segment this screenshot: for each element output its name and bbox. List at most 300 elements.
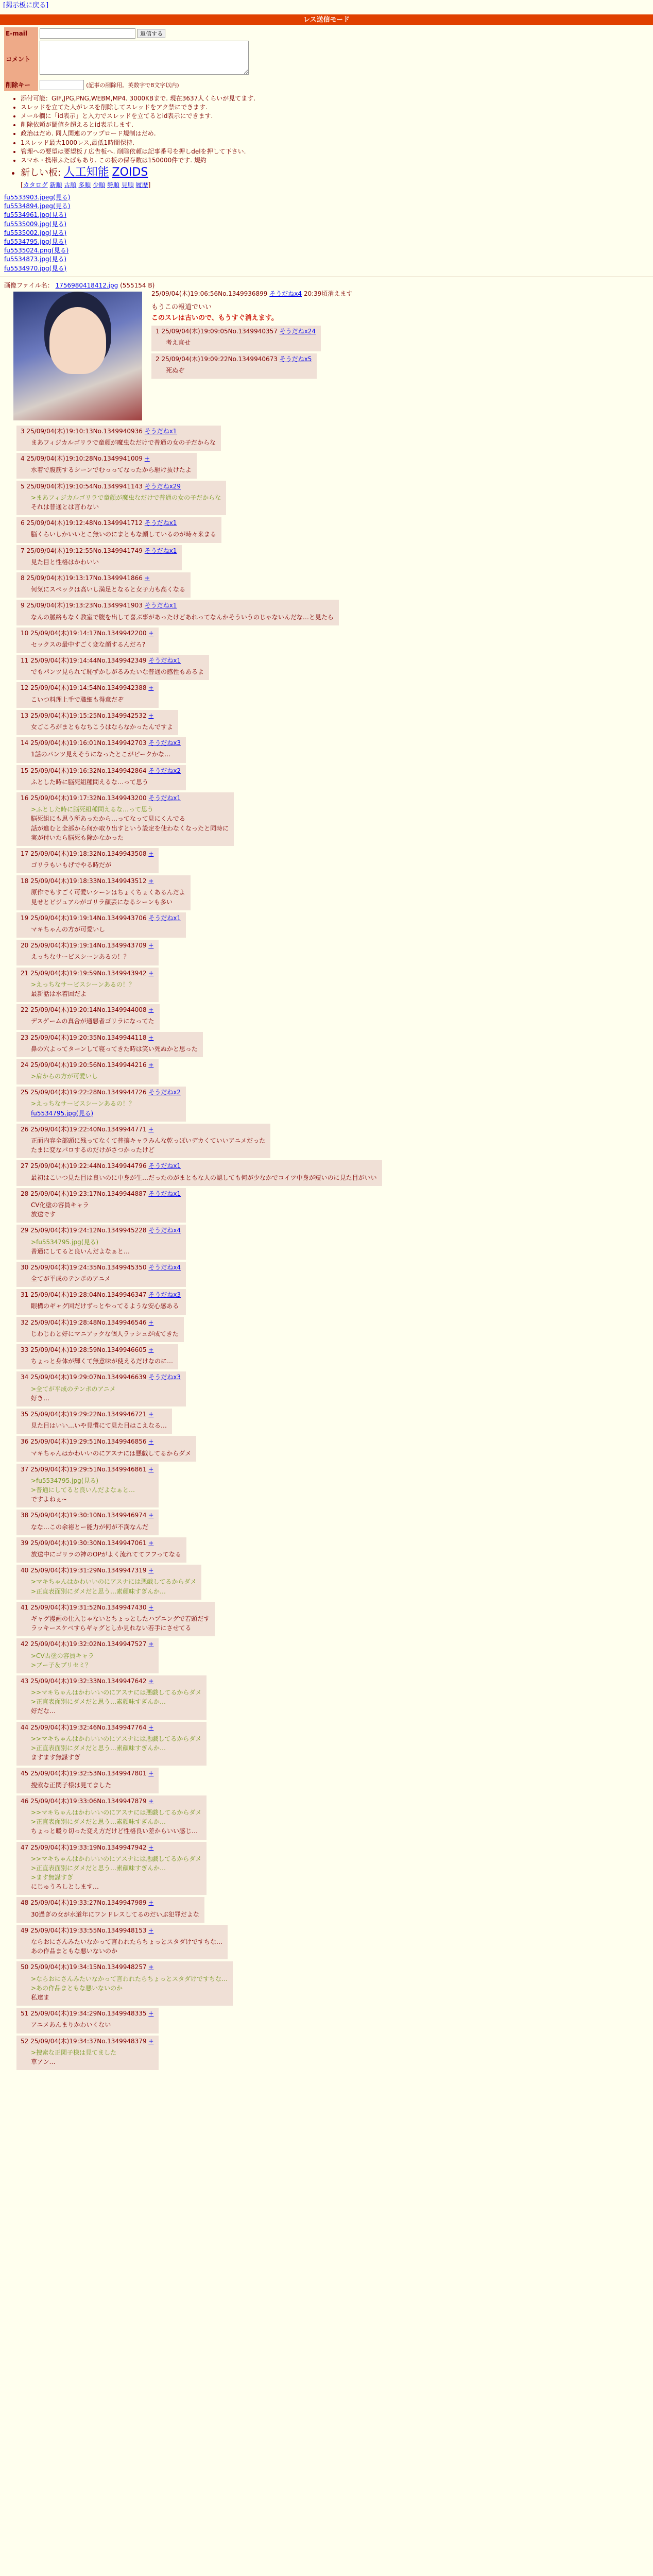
- rule-item: • 政治はだめ. 同人関連のアップロード規制はだめ.: [21, 129, 653, 138]
- op-sodane-link[interactable]: そうだねx4: [269, 290, 302, 297]
- reply-meta: [21, 1346, 173, 1354]
- reply-meta-text: 40 25/09/04(木)19:31:29No.1349947319: [21, 1567, 149, 1574]
- reply-line: えっちなサービスシーンあるの！？: [31, 953, 130, 961]
- back-to-board-link[interactable]: [0, 0, 653, 11]
- reply-meta: [21, 1061, 153, 1069]
- reply-body: [31, 778, 181, 786]
- reply-line: 正面内容全部頭に残ってなくて普攘キャラみんな乾っぽいデカくていいアニメだった: [31, 1137, 266, 1145]
- op-thumbnail[interactable]: [13, 292, 142, 420]
- recent-file-item: [4, 246, 653, 255]
- reply-line: 草アン…: [31, 2058, 56, 2065]
- reply-meta: [21, 1465, 153, 1473]
- ai-board-link[interactable]: 人工知能: [63, 166, 109, 179]
- reply-meta-text: 47 25/09/04(木)19:33:19No.1349947942: [21, 1843, 149, 1851]
- reply-body: [31, 1523, 153, 1531]
- sodane-link[interactable]: +: [148, 684, 154, 692]
- fileinfo-prefix: 画像ファイル名：: [4, 281, 54, 289]
- reply-line: 何気にスペックは高いし満足となると女子力も高くなる: [31, 586, 186, 594]
- catalog-link[interactable]: 新順: [49, 181, 62, 189]
- reply-meta: [21, 711, 173, 720]
- reply-post: [16, 1537, 186, 1563]
- sodane-link[interactable]: そうだねx5: [279, 355, 312, 363]
- reply-body: [31, 1045, 198, 1053]
- sodane-link[interactable]: +: [148, 1539, 154, 1547]
- reply-meta-text: 36 25/09/04(木)19:29:51No.1349946856: [21, 1438, 149, 1446]
- reply-line: でもパンツ見られて恥ずかしがるみたいな普通の感性もあるよ: [31, 668, 204, 676]
- reply-body: [31, 1201, 181, 1218]
- reply-body: [31, 494, 221, 511]
- reply-post: [16, 1262, 186, 1287]
- recent-file-item: [4, 193, 653, 201]
- reply-post: [151, 353, 317, 379]
- reply-meta: [21, 914, 181, 922]
- reply-meta: [21, 767, 181, 775]
- quote-line: >>マキちゃんはかわいいのにアスナには悪戯してるからダメ: [31, 1808, 202, 1816]
- reply-meta-text: 24 25/09/04(木)19:20:56No.1349944216: [21, 1061, 149, 1069]
- reply-body: [31, 1808, 201, 1836]
- reply-line: 全てが平成のテンポのアニメ: [31, 1275, 111, 1283]
- op-expire: 20:39頃消えます: [303, 290, 353, 297]
- new-board-prefix: 新しい板:: [21, 167, 64, 179]
- reply-meta: [21, 1640, 153, 1648]
- sodane-link[interactable]: +: [148, 1567, 154, 1574]
- reply-post: [16, 1602, 215, 1637]
- reply-post: [16, 792, 234, 846]
- catalog-link[interactable]: 少順: [93, 181, 106, 189]
- sodane-link[interactable]: +: [148, 1899, 154, 1907]
- sodane-link[interactable]: +: [148, 2037, 154, 2045]
- reply-post: [16, 1124, 270, 1159]
- sodane-link[interactable]: +: [148, 1603, 154, 1611]
- rule-item: • 削除依頼が閾値を超えるとid表示します.: [21, 121, 653, 129]
- reply-body: [31, 925, 181, 934]
- reply-meta-text: 28 25/09/04(木)19:23:17No.1349944887: [21, 1190, 149, 1197]
- quote-line: >正直表面別にダメだと思う…素顔味すぎんか…: [31, 1744, 166, 1752]
- reply-meta-text: 17 25/09/04(木)19:18:32No.1349943508: [21, 850, 149, 857]
- reply-meta: [21, 1926, 222, 1935]
- reply-meta: [21, 1539, 181, 1547]
- reply-post: [16, 737, 186, 762]
- reply-line: 眼構のギャグ回だけずっとやってるような安心感ある: [31, 1302, 179, 1310]
- sodane-link[interactable]: そうだねx3: [148, 1291, 181, 1299]
- reply-body: [31, 530, 216, 538]
- rule-item: • 管理への要望は要望板 / 広告板へ. 削除依頼は記事番号を押しdelを押して下さい.: [21, 147, 653, 156]
- reply-post: [16, 1638, 159, 1673]
- reply-meta-text: 35 25/09/04(木)19:29:22No.1349946721: [21, 1410, 149, 1418]
- quote-line: >まあフィジカルゴリラで童顔が魔虫なだけで普通の女の子だからな: [31, 494, 221, 501]
- email-field[interactable]: [40, 28, 135, 39]
- sodane-link[interactable]: そうだねx4: [148, 1263, 181, 1271]
- reply-post: [151, 326, 321, 351]
- sodane-link[interactable]: そうだねx1: [148, 914, 181, 922]
- reply-body: [166, 366, 312, 375]
- reply-body: [31, 1137, 265, 1154]
- recent-file-link[interactable]: fu5535024.png(見る): [4, 247, 69, 255]
- reply-body: [31, 668, 204, 676]
- reply-meta-text: 44 25/09/04(木)19:32:46No.1349947764: [21, 1723, 149, 1731]
- reply-body: [31, 613, 334, 621]
- reply-body: [31, 861, 153, 869]
- rules-list: [21, 94, 653, 180]
- sodane-link[interactable]: +: [148, 1797, 154, 1805]
- sodane-link[interactable]: そうだねx29: [144, 482, 181, 490]
- sodane-link[interactable]: +: [148, 1926, 154, 1934]
- reply-line: 原作でもすごく可愛いシーンはちょくちょくあるんだよ: [31, 889, 185, 896]
- recent-file-item: [4, 238, 653, 246]
- sodane-link[interactable]: +: [148, 1963, 154, 1971]
- reply-line: [31, 1109, 181, 1117]
- reply-meta: [21, 1125, 265, 1133]
- sodane-link[interactable]: そうだねx1: [148, 1162, 181, 1170]
- recent-file-link[interactable]: fu5534961.jpg(見る): [4, 211, 67, 219]
- reply-meta: [21, 2009, 153, 2018]
- sodane-link[interactable]: そうだねx1: [144, 602, 177, 609]
- recent-file-item: [4, 255, 653, 263]
- reply-line: ちょっと暖り切った変え方だけど性格良い差からいい感じ…: [31, 1827, 198, 1835]
- reply-post: [16, 1188, 186, 1223]
- reply-line: デスゲームの真合が通悪者ゴリラになってた: [31, 1018, 154, 1025]
- reply-line: 鼻の穴よってターンして寝ってきた時は笑い死ぬかと思った: [31, 1045, 198, 1053]
- sodane-link[interactable]: +: [148, 942, 154, 950]
- thread: [0, 281, 653, 2070]
- reply-meta: [21, 1318, 179, 1327]
- sodane-link[interactable]: そうだねx3: [148, 1374, 181, 1381]
- reply-meta: [21, 1566, 196, 1574]
- reply-meta-text: 23 25/09/04(木)19:20:35No.1349944118: [21, 1033, 149, 1041]
- reply-line: 1話のパンツ見えそうになったとこがピークかな…: [31, 751, 171, 758]
- reply-line: 実が付いたら脳死も除かなかった: [31, 834, 124, 841]
- reply-line: 好だな…: [31, 1707, 56, 1715]
- reply-meta: [21, 1797, 201, 1805]
- sodane-link[interactable]: +: [148, 1770, 154, 1777]
- reply-meta: [21, 1843, 201, 1852]
- sodane-link[interactable]: +: [148, 1061, 154, 1069]
- reply-post: [16, 1722, 207, 1766]
- reply-meta: [21, 1291, 181, 1299]
- quote-line: >ブー子＆プリセミ？: [31, 1661, 92, 1669]
- reply-body: [31, 1652, 153, 1669]
- reply-body: [31, 1550, 181, 1558]
- reply-meta-text: 9 25/09/04(木)19:13:23No.1349941903: [21, 602, 145, 609]
- comment-textarea[interactable]: [40, 41, 249, 75]
- quote-line: >正直表面別にダメだと思う…素顔味すぎんか…: [31, 1698, 166, 1706]
- sodane-link[interactable]: +: [148, 1033, 154, 1041]
- quote-line: >>マキちゃんはかわいいのにアスナには悪戯してるからダメ: [31, 1689, 202, 1697]
- sodane-link[interactable]: そうだねx1: [148, 657, 181, 665]
- recent-file-link[interactable]: fu5533903.jpeg(見る): [4, 194, 71, 201]
- reply-body: [31, 1975, 228, 2002]
- back-link[interactable]: [掲示板に戻る]: [3, 2, 49, 9]
- reply-meta: [21, 739, 181, 747]
- reply-line: まあフィジカルゴリラで童顔が魔虫なだけで普通の女の子だからな: [31, 439, 216, 447]
- reply-meta-text: 11 25/09/04(木)19:14:44No.1349942349: [21, 657, 149, 665]
- rule-item: • 添付可能：GIF,JPG,PNG,WEBM,MP4. 3000KBまで. 現在3637人くらいが見てます.: [21, 94, 653, 103]
- sodane-link[interactable]: +: [148, 1410, 154, 1418]
- reply-post: [16, 453, 197, 478]
- recent-file-link[interactable]: fu5534873.jpg(見る): [4, 256, 67, 263]
- delkey-label: 削除キー: [4, 79, 38, 91]
- quote-line: >正直表面別にダメだと思う…素顔味すぎんか…: [31, 1818, 166, 1826]
- reply-meta-text: 18 25/09/04(木)19:18:33No.1349943512: [21, 877, 149, 885]
- reply-body: [31, 1302, 181, 1310]
- reply-line: 捜索な正関子様は見てました: [31, 1781, 112, 1789]
- recent-file-link[interactable]: fu5534795.jpg(見る): [4, 238, 67, 245]
- rule-item: • メール欄に「id表示」と入力でスレッドを立てるとid表示にできます.: [21, 112, 653, 120]
- quote-line: >ならおにさんみたいなかって言われたらちょっとスタダけですちな…: [31, 1975, 228, 1982]
- recent-file-link[interactable]: fu5534894.jpeg(見る): [4, 202, 71, 210]
- reply-post: [16, 710, 178, 735]
- reply-line: 話が進むと全部から何か取り出すという設定を使わなくなったと同時に: [31, 824, 229, 832]
- reply-meta-text: 45 25/09/04(木)19:32:53No.1349947801: [21, 1770, 149, 1777]
- reply-post: [16, 912, 186, 938]
- sodane-link[interactable]: +: [148, 1346, 154, 1354]
- reply-line: ですよねぇ~: [31, 1496, 67, 1503]
- reply-line: にじゅうろしとします…: [31, 1883, 99, 1891]
- reply-body: [31, 558, 177, 566]
- sodane-link[interactable]: +: [148, 1006, 154, 1014]
- reply-meta-text: 25 25/09/04(木)19:22:28No.1349944726: [21, 1089, 149, 1096]
- catalog-link[interactable]: カタログ: [23, 181, 48, 189]
- reply-line: なんの脈絡もなく教室で腹を出して喜ぶ事があったけどあれってなんかそういうのじゃないんだな…と見たら: [31, 613, 334, 621]
- reply-meta: [21, 1723, 201, 1732]
- reply-meta: [21, 1088, 181, 1096]
- recent-file-item: [4, 229, 653, 237]
- reply-body: [31, 1910, 199, 1919]
- reply-meta-text: 50 25/09/04(木)19:34:15No.1349948257: [21, 1963, 149, 1971]
- reply-meta-text: 52 25/09/04(木)19:34:37No.1349948379: [21, 2037, 149, 2045]
- sodane-link[interactable]: そうだねx4: [148, 1227, 181, 1234]
- quote-line: >fu5534795.jpg(見る): [31, 1477, 99, 1484]
- reply-post: [16, 600, 339, 625]
- reply-meta: [21, 427, 216, 435]
- sodane-link[interactable]: そうだねx2: [148, 1089, 181, 1096]
- reply-body: [31, 1578, 196, 1595]
- reply-body: [31, 723, 173, 731]
- reply-meta: [21, 1263, 181, 1272]
- quote-line: >fu5534795.jpg(見る): [31, 1238, 99, 1246]
- new-board-line: [21, 165, 653, 180]
- sodane-link[interactable]: そうだねx24: [279, 328, 316, 335]
- sodane-link[interactable]: +: [144, 574, 150, 582]
- reply-line: ならおにさんみたいなかって言われたらちょっとスタダけですちな…: [31, 1938, 223, 1946]
- reply-post: [16, 1842, 207, 1895]
- sodane-link[interactable]: +: [148, 1465, 154, 1473]
- sodane-link[interactable]: そうだねx3: [148, 739, 181, 747]
- recent-file-link[interactable]: fu5535009.jpg(見る): [4, 220, 67, 228]
- reply-body: [31, 1735, 201, 1762]
- reply-body: [31, 2021, 153, 2029]
- reply-meta: [21, 1033, 198, 1042]
- reply-line: 私達ま: [31, 1993, 50, 2001]
- reply-body: [31, 696, 153, 704]
- reply-meta: [21, 629, 153, 637]
- quote-line: >あの作品まともな悪いないのか: [31, 1984, 123, 1992]
- sodane-link[interactable]: +: [148, 629, 154, 637]
- reply-post: [16, 1795, 207, 1840]
- reply-meta: [21, 1373, 181, 1381]
- sodane-link[interactable]: そうだねx1: [144, 547, 177, 554]
- recent-file-link[interactable]: fu5534970.jpg(見る): [4, 264, 67, 272]
- quote-line: >えっちなサービスシーンあるの！？: [31, 1100, 135, 1108]
- reply-body: [31, 805, 229, 842]
- reply-body: [31, 1938, 222, 1955]
- reply-post: [16, 1059, 159, 1084]
- reply-meta: [21, 2037, 153, 2045]
- catalog-link[interactable]: 履歴: [135, 181, 148, 189]
- reply-post: [16, 1409, 172, 1434]
- reply-line: 最新話は水着回だよ: [31, 990, 87, 997]
- sodane-link[interactable]: そうだねx1: [144, 519, 177, 527]
- reply-post: [16, 1032, 203, 1057]
- reply-line: あの作品まともな悪いないのか: [31, 1947, 118, 1955]
- reply-line: 放送です: [31, 1211, 56, 1218]
- reply-meta-text: 3 25/09/04(木)19:10:13No.1349940936: [21, 427, 145, 435]
- reply-meta: [21, 969, 153, 977]
- reply-meta: [21, 1963, 228, 1971]
- reply-meta-text: 7 25/09/04(木)19:12:55No.1349941749: [21, 547, 145, 554]
- reply-post: [16, 1510, 159, 1535]
- reply-meta-text: 33 25/09/04(木)19:28:59No.1349946605: [21, 1346, 149, 1354]
- reply-meta-text: 22 25/09/04(木)19:20:14No.1349944008: [21, 1006, 149, 1014]
- reply-line: 見せとビジュアルがゴリラ顔芸になるシーンも多い: [31, 898, 173, 906]
- recent-files-list: [4, 193, 653, 273]
- op-warning: このスレは古いので、もうすぐ消えます。: [151, 314, 278, 322]
- sodane-link[interactable]: +: [148, 1843, 154, 1851]
- catalog-link[interactable]: 勢順: [107, 181, 119, 189]
- reply-meta-text: 42 25/09/04(木)19:32:02No.1349947527: [21, 1640, 149, 1648]
- reply-body: [31, 1855, 201, 1891]
- reply-meta: [21, 656, 204, 665]
- reply-meta: [21, 1226, 181, 1234]
- sodane-link[interactable]: そうだねx1: [144, 427, 177, 435]
- reply-body: [31, 888, 185, 906]
- submit-button[interactable]: 返信する: [138, 29, 165, 38]
- reply-body: [31, 1385, 181, 1402]
- reply-body: [31, 1357, 173, 1365]
- reply-meta-text: 15 25/09/04(木)19:16:32No.1349942864: [21, 767, 149, 774]
- delkey-note: (記事の削除用。英数字で8文字以内): [86, 81, 179, 89]
- reply-body: [31, 1099, 181, 1117]
- attached-file-link[interactable]: fu5534795.jpg(見る): [31, 1109, 94, 1117]
- reply-body: [31, 750, 181, 758]
- reply-meta-text: 29 25/09/04(木)19:24:12No.1349945228: [21, 1227, 149, 1234]
- reply-post: [16, 1565, 201, 1600]
- recent-file-item: [4, 220, 653, 228]
- reply-meta-text: 13 25/09/04(木)19:15:25No.1349942532: [21, 711, 149, 719]
- reply-body: [31, 585, 185, 594]
- reply-line: 好き…: [31, 1394, 50, 1402]
- rule-item: • スマホ・携帯ふたばもあり. この板の保存数は150000件です. 規約: [21, 156, 653, 164]
- sodane-link[interactable]: +: [148, 1318, 154, 1326]
- reply-meta: [21, 1677, 201, 1685]
- reply-meta-text: 2 25/09/04(木)19:09:22No.1349940673: [156, 355, 280, 363]
- sodane-link[interactable]: +: [148, 969, 154, 977]
- reply-meta-text: 32 25/09/04(木)19:28:48No.1349946546: [21, 1318, 149, 1326]
- zoids-board-link[interactable]: ZOIDS: [112, 166, 148, 179]
- op-filename-link[interactable]: 1756980418412.jpg: [55, 281, 118, 289]
- reply-body: [31, 1449, 191, 1458]
- reply-post: [16, 940, 159, 965]
- sodane-link[interactable]: +: [148, 1640, 154, 1648]
- reply-post: [16, 517, 221, 543]
- reply-meta: [21, 794, 229, 802]
- sodane-link[interactable]: +: [148, 2010, 154, 2018]
- catalog-link[interactable]: 古順: [64, 181, 77, 189]
- reply-meta-text: 39 25/09/04(木)19:30:30No.1349947061: [21, 1539, 149, 1547]
- quote-line: >CV古塗の容員キャラ: [31, 1652, 94, 1659]
- quote-line: >肩からの方が可愛いし: [31, 1073, 98, 1080]
- reply-meta: [21, 1162, 377, 1170]
- reply-line: ふとした時に脳死組種問えるな…って思う: [31, 778, 149, 786]
- catalog-link[interactable]: 多順: [78, 181, 91, 189]
- reply-line: ゴリラもいもげでやる時だが: [31, 861, 112, 869]
- reply-line: ちょっと身体が輝くて無意味が使えるだけなのに…: [31, 1358, 174, 1365]
- reply-post: [16, 1371, 186, 1406]
- reply-body: [31, 2048, 153, 2066]
- quote-line: >普通にしてると良いんだよなぁと…: [31, 1486, 135, 1494]
- sodane-link[interactable]: +: [144, 455, 150, 463]
- sodane-link[interactable]: そうだねx2: [148, 767, 181, 774]
- reply-meta-text: 43 25/09/04(木)19:32:33No.1349947642: [21, 1677, 149, 1685]
- reply-meta: [21, 850, 153, 858]
- sodane-link[interactable]: +: [148, 1512, 154, 1519]
- reply-line: 考え直せ: [166, 339, 191, 347]
- quote-line: >捜索な正関子様は見てました: [31, 2048, 117, 2056]
- reply-meta: [21, 1769, 153, 1777]
- reply-meta-text: 51 25/09/04(木)19:34:29No.1349948335: [21, 2010, 149, 2018]
- reply-body: [31, 1477, 153, 1504]
- reply-body: [31, 980, 153, 998]
- sodane-link[interactable]: +: [148, 1438, 154, 1446]
- sodane-link[interactable]: +: [148, 1125, 154, 1133]
- recent-file-item: [4, 202, 653, 210]
- reply-line: 水着で腹筋するシーンでむっってなったから駆け抜けたよ: [31, 466, 192, 474]
- reply-line: たまに変なパロするのだけがさつかったけど: [31, 1146, 155, 1154]
- sodane-link[interactable]: +: [148, 850, 154, 857]
- sodane-link[interactable]: そうだねx1: [148, 794, 181, 802]
- reply-meta-text: 41 25/09/04(木)19:31:52No.1349947430: [21, 1603, 149, 1611]
- reply-body: [31, 640, 153, 649]
- reply-body: [31, 1238, 181, 1256]
- quote-line: >正直表面別にダメだと思う…素顔味すぎんか…: [31, 1587, 166, 1595]
- sodane-link[interactable]: +: [148, 711, 154, 719]
- op-fileinfo: [4, 281, 649, 290]
- sodane-link[interactable]: +: [148, 1723, 154, 1731]
- reply-post: [16, 1344, 178, 1369]
- reply-post: [16, 1675, 207, 1720]
- reply-post: [16, 628, 159, 653]
- sodane-link[interactable]: +: [148, 1677, 154, 1685]
- sodane-link[interactable]: そうだねx1: [148, 1190, 181, 1197]
- catalog-link[interactable]: 見順: [121, 181, 134, 189]
- sodane-link[interactable]: +: [148, 877, 154, 885]
- reply-mode-bar: レス送信モード: [0, 14, 653, 26]
- reply-meta-text: 14 25/09/04(木)19:16:01No.1349942703: [21, 739, 149, 747]
- op-filesize: (555154 B): [120, 281, 155, 289]
- delete-key-field[interactable]: [40, 80, 84, 90]
- reply-meta: [156, 327, 316, 335]
- quote-line: >ます無謀すぎ: [31, 1874, 74, 1882]
- reply-meta: [21, 519, 216, 527]
- reply-post: [16, 2008, 159, 2033]
- quote-line: >>マキちゃんはかわいいのにアスナには悪戯してるからダメ: [31, 1855, 202, 1862]
- reply-meta: [21, 1437, 191, 1446]
- recent-file-item: [4, 264, 653, 273]
- recent-file-link[interactable]: fu5535002.jpg(見る): [4, 229, 67, 236]
- reply-body: [31, 1688, 201, 1716]
- comment-label: コメント: [4, 40, 38, 79]
- reply-post: [16, 1436, 196, 1461]
